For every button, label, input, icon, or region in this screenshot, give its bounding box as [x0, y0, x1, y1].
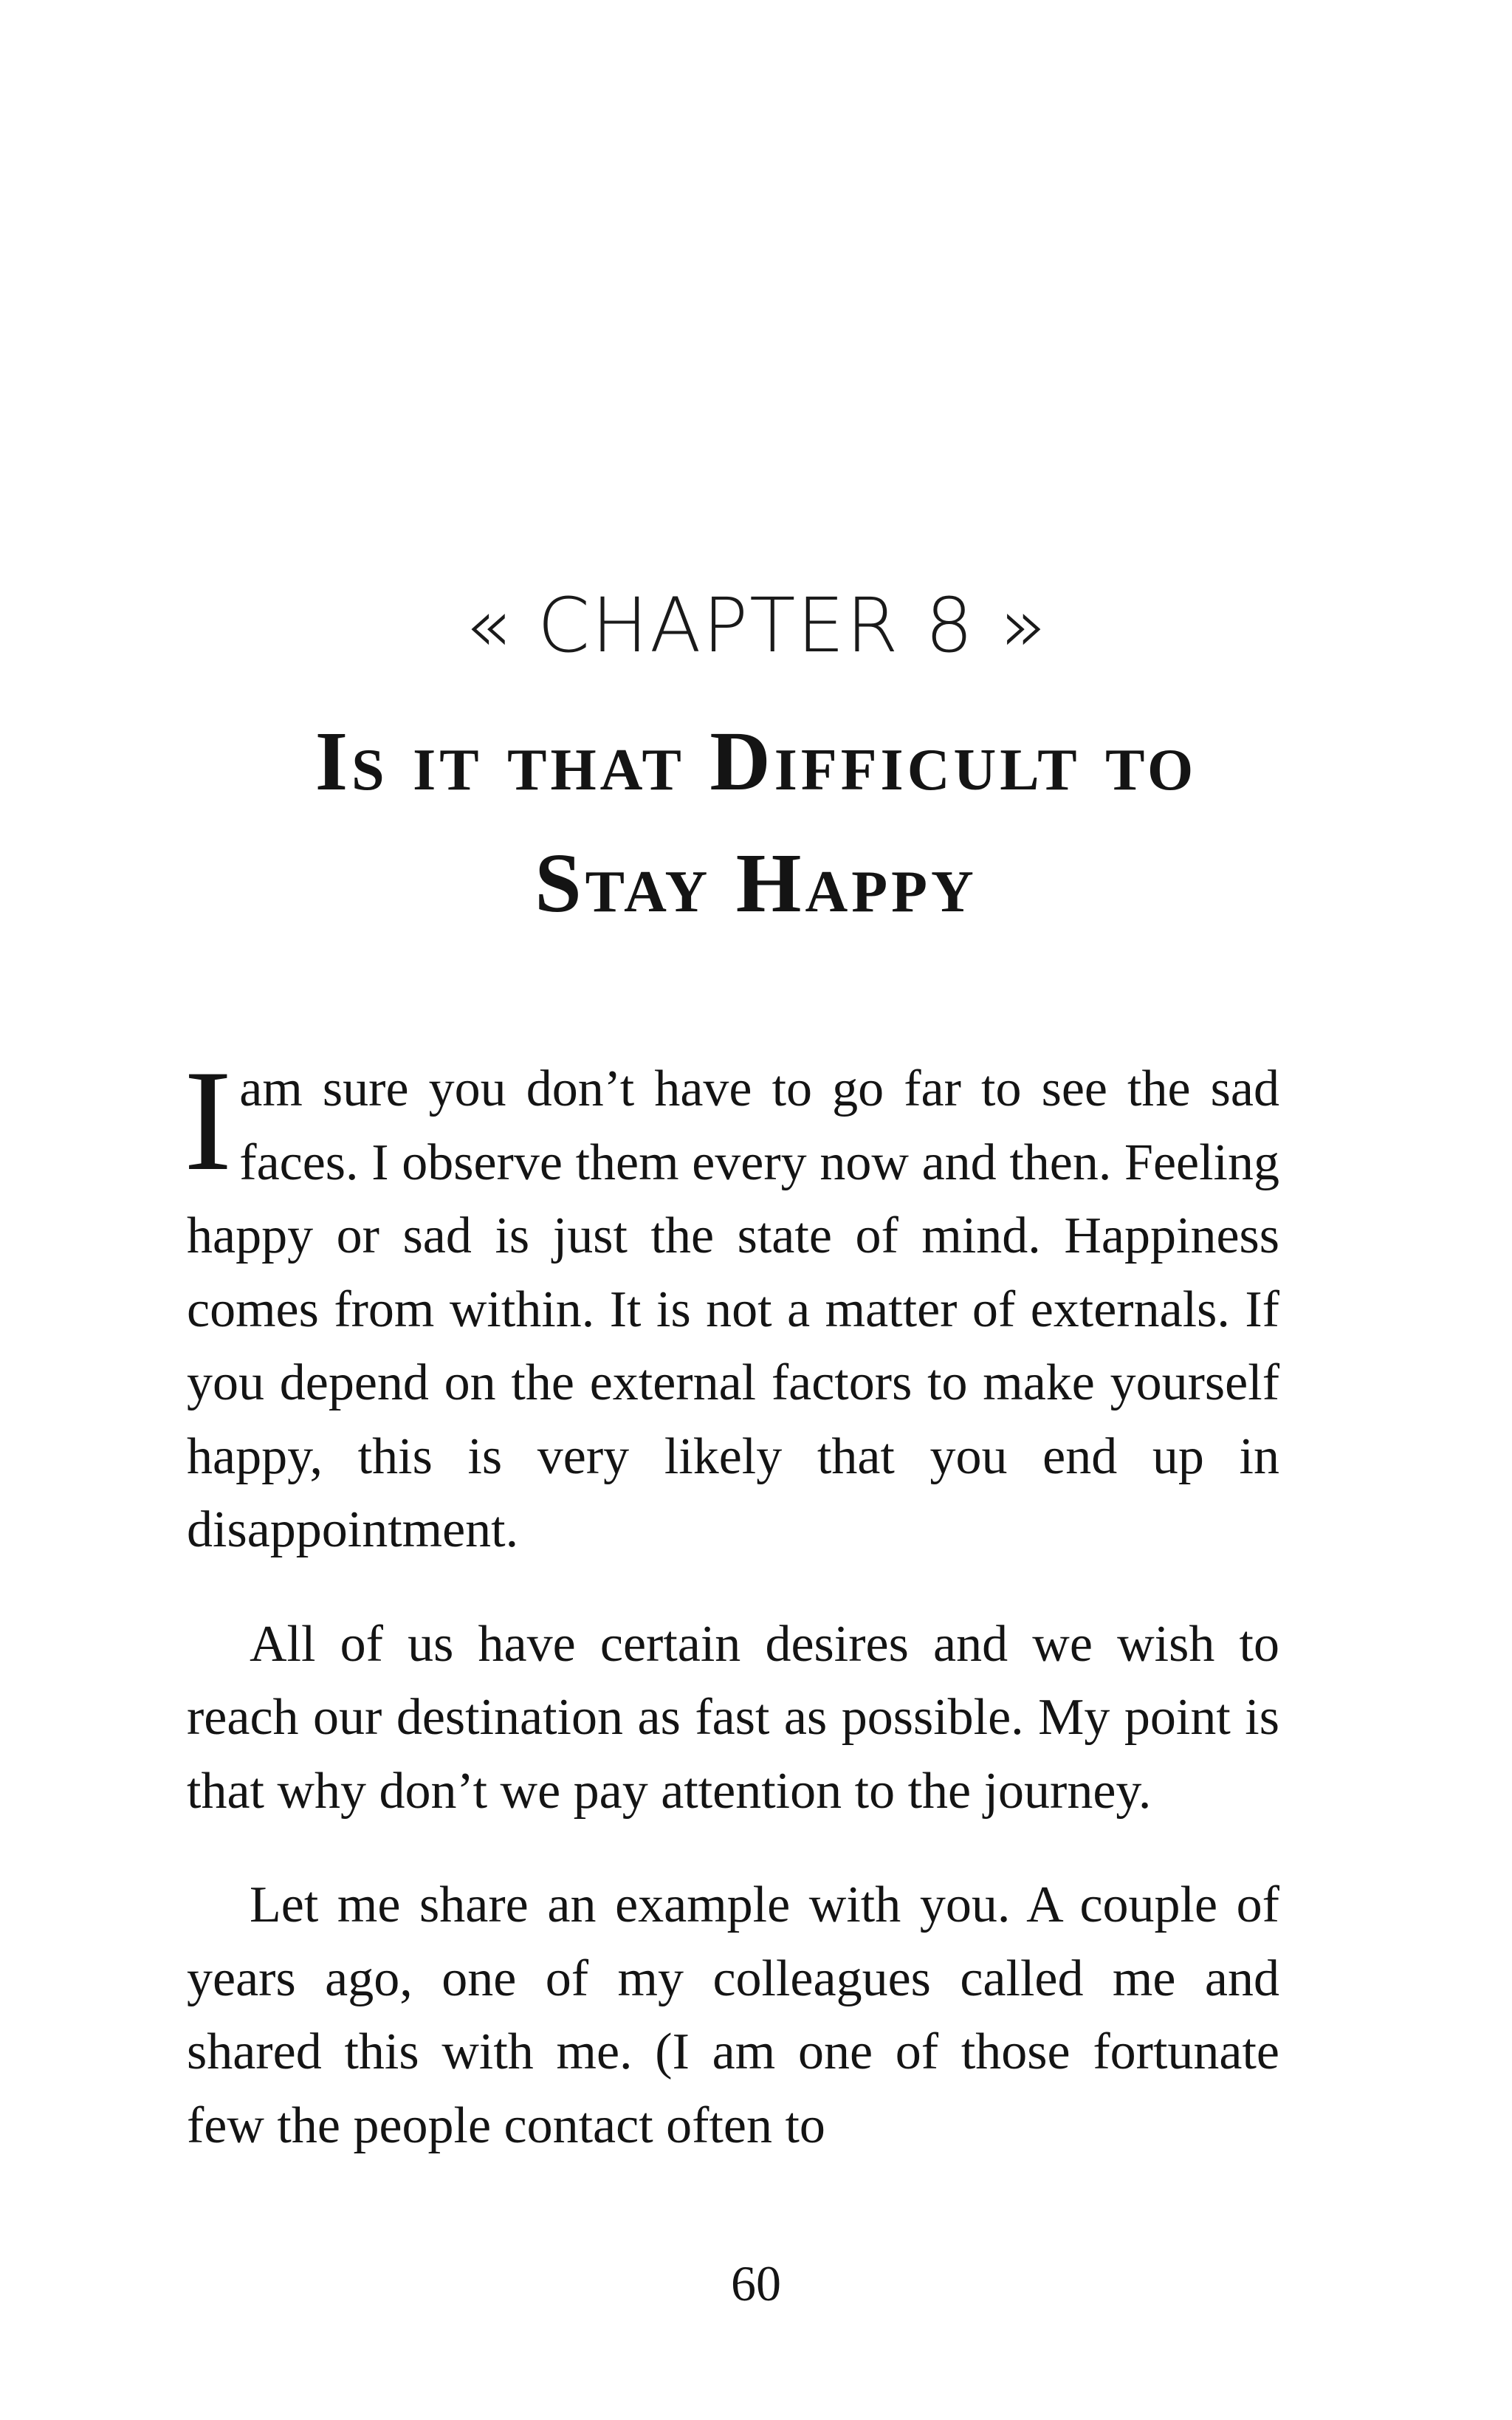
drop-cap-letter: I	[184, 1041, 233, 1201]
chapter-title-line-1: Is it that Difficult to	[315, 714, 1197, 808]
page-number: 60	[731, 2255, 781, 2311]
paragraph-1-text: am sure you don’t have to go far to see the sad faces. I observe them every now and then. Feeling happy or sad is just the state of mind. Happiness comes from within. It is not a matter of externals. If you depend on the external factors to make yourself happy, this is very likely that you end up in disappointment.	[187, 1060, 1279, 1558]
body-paragraph-3: Let me share an example with you. A couple of years ago, one of my colleagues called me and shared this with me. (I am one of those fortunate few the people contact often to	[187, 1876, 1279, 2154]
chapter-title-line-2: Stay Happy	[535, 836, 977, 930]
chapter-number-label: « CHAPTER 8 »	[464, 582, 1048, 670]
body-paragraph-2: All of us have certain desires and we wish to reach our destination as fast as possible. My point is that why don’t we pay attention to the journey.	[187, 1615, 1279, 1820]
chapter-body	[184, 1041, 1279, 2203]
chapter-title	[0, 700, 1512, 944]
body-paragraph-1	[184, 1041, 1279, 1567]
